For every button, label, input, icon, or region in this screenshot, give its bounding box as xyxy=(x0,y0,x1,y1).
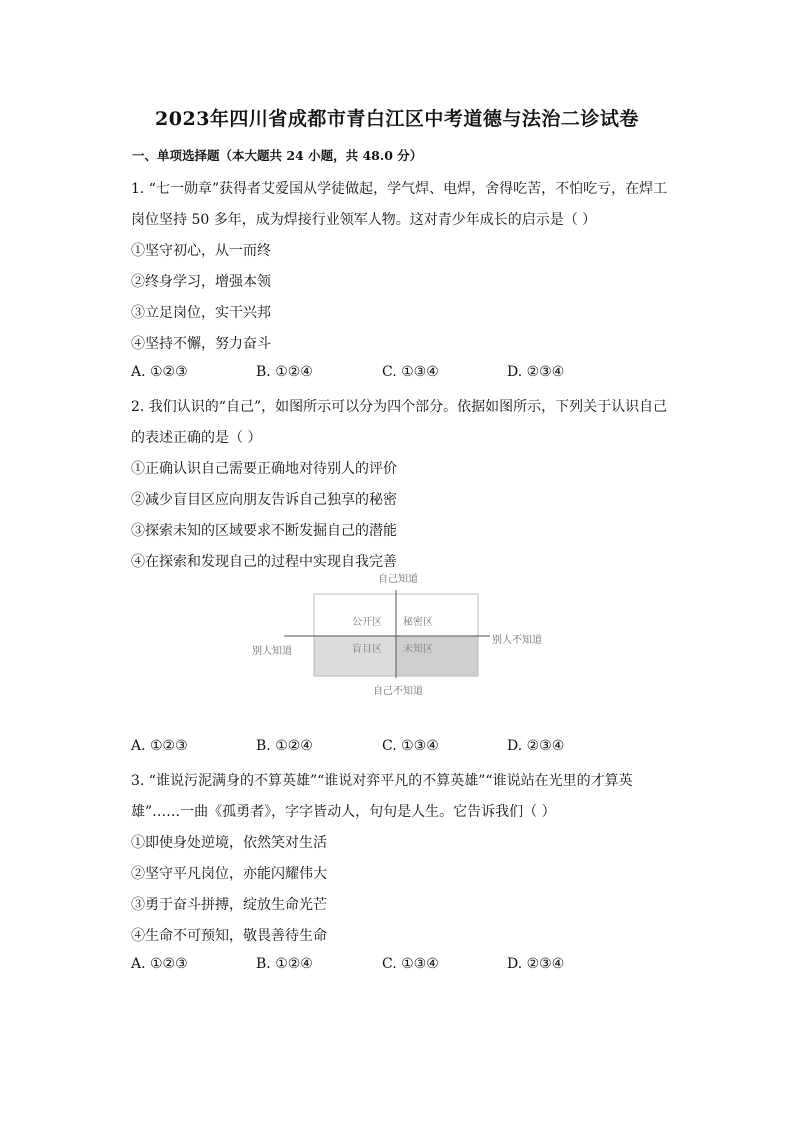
q3-option-c[interactable]: C. ①③④ xyxy=(382,956,439,972)
diagram-label-self-knows: 自己知道 xyxy=(378,574,418,585)
q2-statement-1: ①正确认识自己需要正确地对待别人的评价 xyxy=(131,461,397,477)
q1-statement-3: ③立足岗位，实干兴邦 xyxy=(131,305,271,321)
q1-stem-line1: 1. “七一勋章”获得者艾爱国从学徒做起，学气焊、电焊，舍得吃苦，不怕吃亏，在焊工 xyxy=(131,181,668,197)
q1-option-c[interactable]: C. ①③④ xyxy=(382,364,439,380)
quadrant-blind-area xyxy=(314,636,396,676)
quadrant-label-blind: 盲目区 xyxy=(352,644,382,655)
q1-option-b[interactable]: B. ①②④ xyxy=(256,364,313,380)
quadrant-unknown-area xyxy=(396,636,478,676)
q3-statement-4: ④生命不可预知，敬畏善待生命 xyxy=(131,928,327,944)
quadrant-label-secret: 秘密区 xyxy=(403,617,433,628)
diagram-label-others-know: 别人知道 xyxy=(252,646,292,657)
q1-stem-line2: 岗位坚持 50 多年，成为焊接行业领军人物。这对青少年成长的启示是（ ） xyxy=(131,212,597,228)
q2-option-c[interactable]: C. ①③④ xyxy=(382,738,439,754)
q2-statement-3: ③探索未知的区域要求不断发掘自己的潜能 xyxy=(131,523,397,539)
q2-stem-line2: 的表述正确的是（ ） xyxy=(131,430,262,446)
q2-option-d[interactable]: D. ②③④ xyxy=(507,738,565,754)
q1-option-a[interactable]: A. ①②③ xyxy=(131,364,188,380)
q1-statement-2: ②终身学习，增强本领 xyxy=(131,274,271,290)
q3-statement-3: ③勇于奋斗拼搏，绽放生命光芒 xyxy=(131,897,327,913)
q2-statement-2: ②减少盲目区应向朋友告诉自己独享的秘密 xyxy=(131,492,397,508)
section-heading: 一、单项选择题（本大题共 24 小题，共 48.0 分） xyxy=(132,148,423,163)
q3-statement-1: ①即使身处逆境，依然笑对生活 xyxy=(131,835,327,851)
q3-option-a[interactable]: A. ①②③ xyxy=(131,956,188,972)
q3-stem-line1: 3. “谁说污泥满身的不算英雄”“谁说对弈平凡的不算英雄”“谁说站在光里的才算英 xyxy=(131,773,633,789)
diagram-label-others-dont-know: 别人不知道 xyxy=(492,635,542,646)
q1-statement-4: ④坚持不懈，努力奋斗 xyxy=(131,336,271,352)
quadrant-label-open: 公开区 xyxy=(352,617,382,628)
exam-title: 2023年四川省成都市青白江区中考道德与法治二诊试卷 xyxy=(155,108,639,130)
q1-statement-1: ①坚守初心，从一而终 xyxy=(131,243,271,259)
johari-window-diagram xyxy=(240,568,560,700)
q2-option-a[interactable]: A. ①②③ xyxy=(131,738,188,754)
q3-statement-2: ②坚守平凡岗位，亦能闪耀伟大 xyxy=(131,866,327,882)
diagram-label-self-doesnt-know: 自己不知道 xyxy=(373,686,423,697)
q3-option-b[interactable]: B. ①②④ xyxy=(256,956,313,972)
quadrant-open-area xyxy=(314,594,396,636)
q2-statement-4: ④在探索和发现自己的过程中实现自我完善 xyxy=(131,554,397,570)
q1-option-d[interactable]: D. ②③④ xyxy=(507,364,565,380)
q3-stem-line2: 雄”……一曲《孤勇者》，字字皆动人，句句是人生。它告诉我们（ ） xyxy=(131,804,556,820)
q3-option-d[interactable]: D. ②③④ xyxy=(507,956,565,972)
q2-option-b[interactable]: B. ①②④ xyxy=(256,738,313,754)
quadrant-label-unknown: 未知区 xyxy=(403,644,433,655)
q2-stem-line1: 2. 我们认识的“自己”，如图所示可以分为四个部分。依据如图所示，下列关于认识自己 xyxy=(131,399,668,415)
quadrant-secret-area xyxy=(396,594,478,636)
